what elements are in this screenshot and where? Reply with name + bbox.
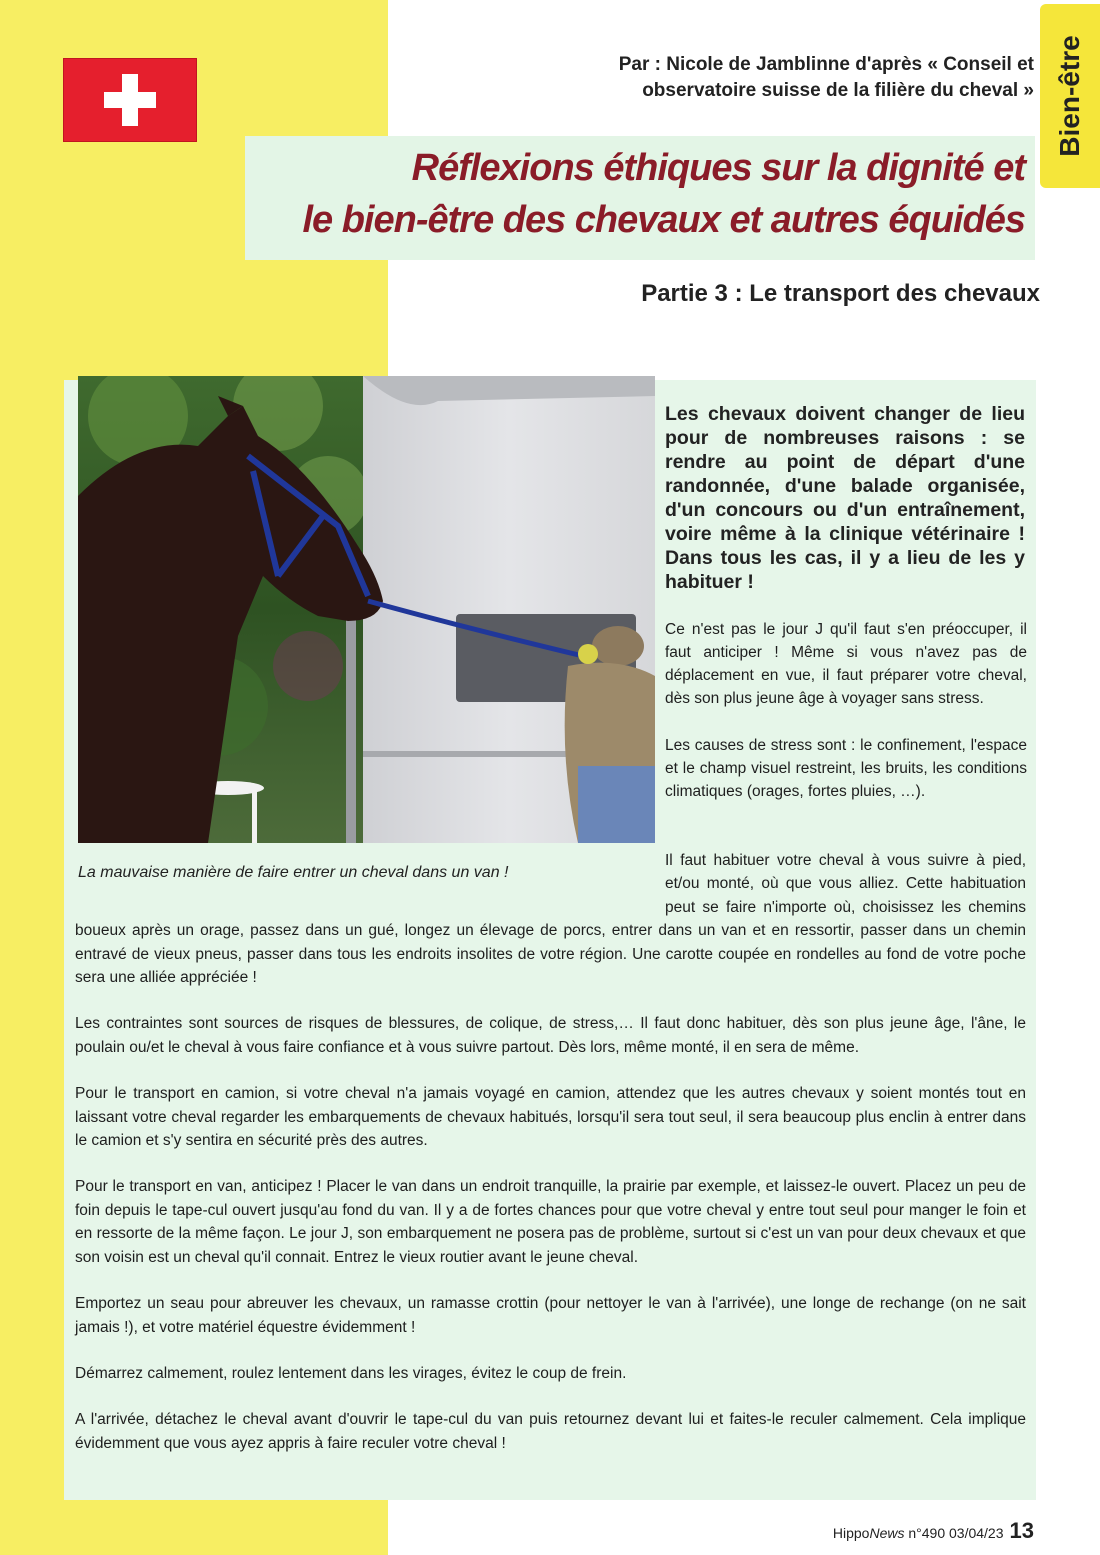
body-paragraph-6: Démarrez calmement, roulez lentement dans les virages, évitez le coup de frein. <box>75 1364 627 1382</box>
horse-trailer-photo <box>78 376 655 843</box>
page-footer <box>833 1518 1034 1544</box>
body-paragraph-3: Pour le transport en camion, si votre cheval n'a jamais voyagé en camion, attendez que les autres chevaux y soient montés tout en laissant votre cheval regarder les embarquements de chevaux habitués, lorsqu'il sera tout seul, il sera beaucoup plus enclin à entrer dans le camion et s'y sentira en sécurité près des autres. <box>75 1085 1026 1150</box>
article-title <box>255 142 1025 246</box>
title-line-2: le bien-être des chevaux et autres équidés <box>302 199 1025 241</box>
swiss-flag-icon <box>63 58 197 142</box>
article-intro: Les chevaux doivent changer de lieu pour de nombreuses raisons : se rendre au point de départ d'une randonnée, d'une balade organisée, d'un concours ou d'un entraînement, voire même à la clinique vétérinaire ! Dans tous les cas, il y a lieu de les y habituer ! <box>665 403 1025 593</box>
body-paragraph-7: A l'arrivée, détachez le cheval avant d'ouvrir le tape-cul du van puis retournez devant lui et faites-le reculer calmement. Cela implique évidemment que vous ayez appris à faire reculer votre cheval ! <box>75 1411 1026 1452</box>
author-credit <box>514 52 1034 104</box>
author-line-2: observatoire suisse de la filière du cheval » <box>642 80 1034 101</box>
footer-issue: n°490 03/04/23 <box>904 1525 1004 1541</box>
section-tab-label: Bien-être <box>1054 35 1085 157</box>
title-line-1: Réflexions éthiques sur la dignité et <box>411 147 1025 189</box>
photo-caption: La mauvaise manière de faire entrer un cheval dans un van ! <box>78 864 509 881</box>
body-paragraph-1: Il faut habituer votre cheval à vous suivre à pied, et/ou monté, où que vous alliez. Cette habituation peut se faire n'importe où, choisissez les chemins boueux après un orage, passez dans un gué, longez un élevage de porcs, entrer dans un van et en ressortir, passer dans un chemin entravé de vieux pneus, passer dans tous les endroits insolites de votre région. Une carotte coupée en rondelles au fond de votre poche sera une alliée appréciée ! <box>75 852 1026 987</box>
article-body <box>75 849 1026 1478</box>
side-paragraph-2: Les causes de stress sont : le confinement, l'espace et le champ visuel restreint, les bruits, les conditions climatiques (orages, fortes pluies, …). <box>665 737 1027 800</box>
body-paragraph-2: Les contraintes sont sources de risques de blessures, de colique, de stress,… Il faut donc habituer, dès son plus jeune âge, l'âne, le poulain ou/et le cheval à vous faire confiance et à vous suivre partout. Dès lors, même monté, il en sera de même. <box>75 1015 1026 1056</box>
body-paragraph-5: Emportez un seau pour abreuver les chevaux, un ramasse crottin (pour nettoyer le van à l'arrivée), une longe de rechange (on ne sait jamais !), et votre matériel équestre évidemment ! <box>75 1295 1026 1336</box>
section-tab <box>1040 4 1100 188</box>
footer-brand-hippo: Hippo <box>832 1525 870 1541</box>
body-paragraph-4: Pour le transport en van, anticipez ! Placer le van dans un endroit tranquille, la prairie par exemple, et laissez-le ouvert. Placez un peu de foin depuis le tape-cul ouvert jusqu'au fond du van. Il y a de fortes chances pour que votre cheval y entre tout seul pour manger le foin et en ressorte de la même façon. Le jour J, son embarquement ne posera pas de problème, surtout si c'est un van pour deux chevaux et que son voisin est un cheval qu'il connait. Entrez le vieux routier avant le jeune cheval. <box>75 1178 1026 1266</box>
side-paragraph-1: Ce n'est pas le jour J qu'il faut s'en préoccuper, il faut anticiper ! Même si vous n'avez pas de déplacement en vue, il faut préparer votre cheval, dès son plus jeune âge à voyager sans stress. <box>665 621 1027 707</box>
page-number: 13 <box>1009 1518 1034 1543</box>
author-line-1: Par : Nicole de Jamblinne d'après « Conseil et <box>618 54 1034 75</box>
footer-brand-news: News <box>869 1525 905 1541</box>
article-subtitle: Partie 3 : Le transport des chevaux <box>641 280 1040 307</box>
